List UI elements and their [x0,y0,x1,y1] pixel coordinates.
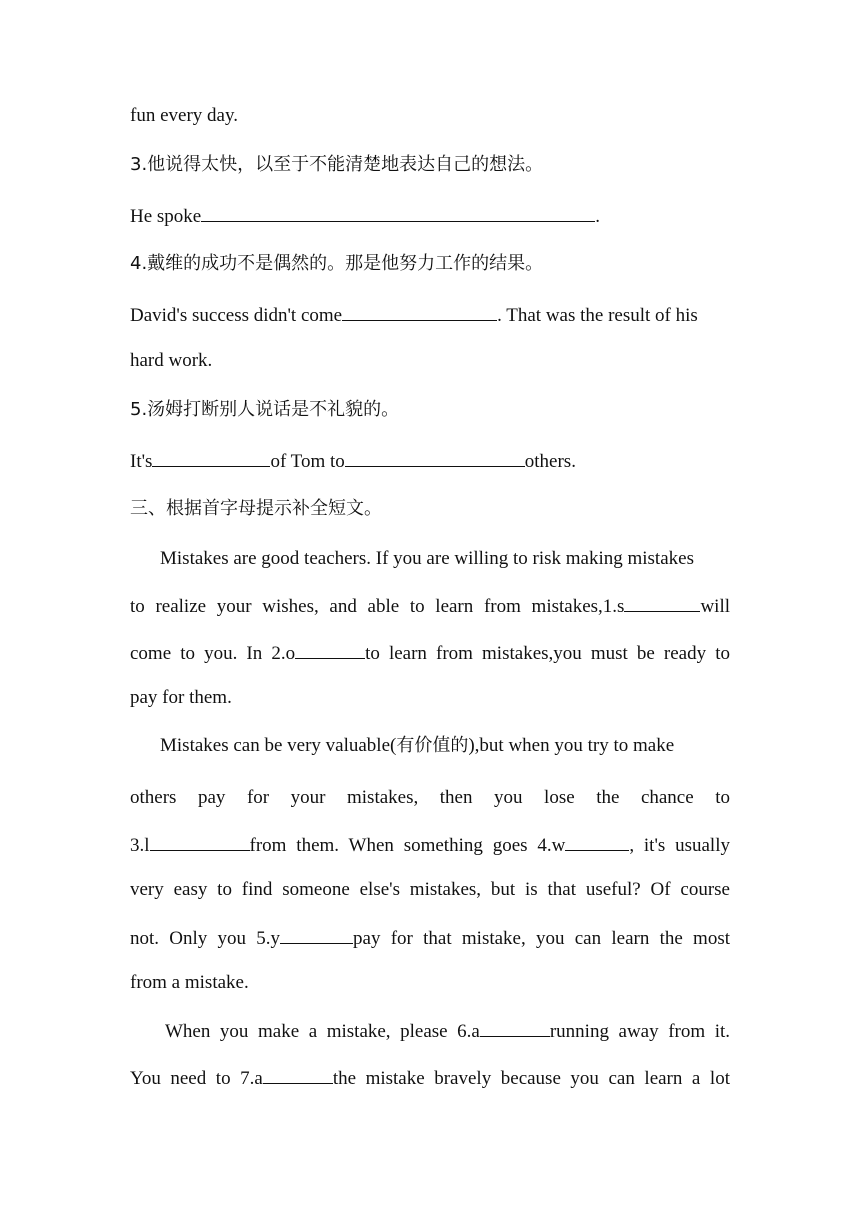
text-line: fun every day. [130,105,238,126]
text-segment: David's success didn't come [130,305,343,326]
answer-blank[interactable] [280,925,353,944]
answer-blank[interactable] [480,1018,550,1037]
passage-line [130,734,730,758]
question-5-chinese: 5.汤姆打断别人说话是不礼貌的。 [130,399,400,420]
text-segment: . That was the result of his [497,305,698,326]
answer-blank[interactable] [345,448,525,467]
text-segment: , it's usually [629,835,730,856]
section-3-heading: 三、根据首字母提示补全短文。 [130,498,382,519]
answer-blank[interactable] [342,302,497,321]
text-segment: the mistake bravely because you can learn a lot [332,1068,730,1089]
passage-line [130,593,730,619]
text-segment: pay for that mistake, you can learn the most [353,928,730,949]
text-segment: ),but when you try to make [468,735,675,756]
text-segment: It's [130,451,153,472]
passage-line: from a mistake. [130,972,249,993]
question-3-english [130,203,730,229]
passage-line [130,640,730,666]
text-segment: from them. When something goes 4.w [249,835,566,856]
answer-blank[interactable] [201,203,595,222]
answer-blank[interactable] [295,640,365,659]
question-4-english [130,302,730,328]
text-segment: to realize your wishes, and able to learn from mistakes,1.s [130,596,625,617]
passage-line [130,1018,730,1044]
passage-line [130,925,730,951]
passage-line: Mistakes are good teachers. If you are willing to risk making mistakes [160,548,694,569]
passage-line [130,832,730,858]
answer-blank[interactable] [624,593,700,612]
answer-blank[interactable] [152,448,270,467]
answer-blank[interactable] [150,832,250,851]
text-segment: You need to 7.a [130,1068,263,1089]
text-segment: not. Only you 5.y [130,928,281,949]
passage-line: pay for them. [130,687,232,708]
text-segment: will [700,596,730,617]
passage-line: very easy to find someone else's mistakes, but is that useful? Of course [130,879,730,900]
text-segment: of Tom to [270,451,345,472]
question-4-chinese: 4.戴维的成功不是偶然的。那是他努力工作的结果。 [130,253,544,274]
text-line: hard work. [130,350,213,371]
text-segment: to learn from mistakes,you must be ready to [365,643,730,664]
text-segment: 有价值的 [396,735,469,756]
text-segment: 3.l [130,835,150,856]
question-3-chinese: 3.他说得太快，以至于不能清楚地表达自己的想法。 [130,154,544,175]
answer-blank[interactable] [565,832,629,851]
text-segment: running away from it. [549,1021,730,1042]
passage-line: others pay for your mistakes, then you lose the chance to [130,787,730,808]
text-segment: He spoke [130,206,202,227]
text-segment: others. [524,451,576,472]
question-5-english [130,448,730,474]
text-segment: . [595,206,600,227]
answer-blank[interactable] [263,1065,333,1084]
text-segment: come to you. In 2.o [130,643,296,664]
text-segment: Mistakes can be very valuable( [160,735,397,756]
passage-line [130,1065,730,1091]
text-segment: When you make a mistake, please 6.a [165,1021,480,1042]
